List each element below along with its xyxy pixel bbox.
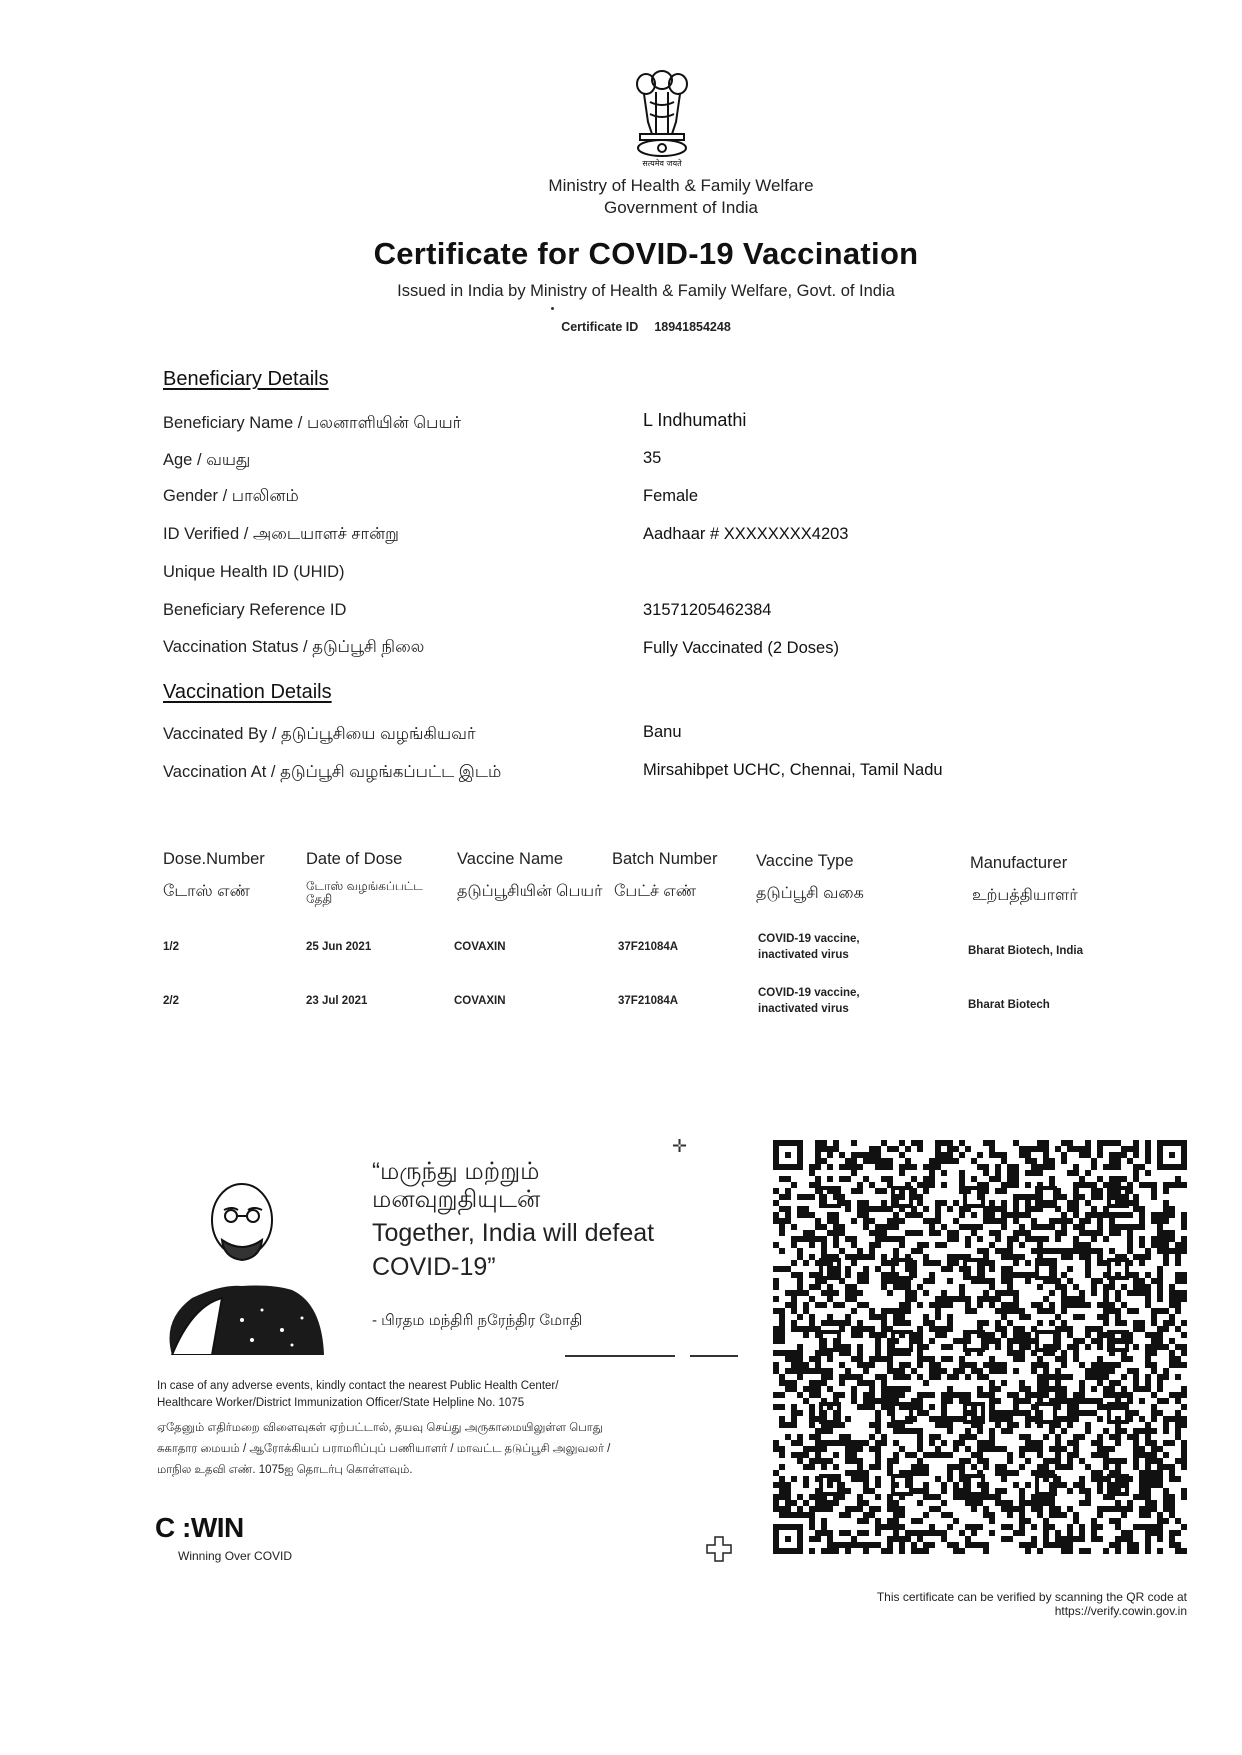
col-batch-number: Batch Number — [612, 850, 718, 868]
issued-by: Issued in India by Ministry of Health & Family Welfare, Govt. of India — [397, 282, 895, 300]
col-vaccine-type-ta: தடுப்பூசி வகை — [756, 885, 864, 902]
divider — [565, 1355, 675, 1357]
col-dose-number: Dose.Number — [163, 850, 265, 868]
quote-attribution: - பிரதம மந்திரி நரேந்திர மோதி — [372, 1312, 583, 1329]
notice-english-line2: Healthcare Worker/District Immunization Officer/State Helpline No. 1075 — [157, 1397, 525, 1409]
cell-type-line2: inactivated virus — [758, 1003, 849, 1015]
cell-type-line1: COVID-19 vaccine, — [758, 987, 860, 999]
decorative-dot — [551, 307, 554, 310]
value-gender: Female — [643, 487, 699, 505]
cell-vaccine: COVAXIN — [454, 941, 506, 953]
label-vaccination-status: Vaccination Status / தடுப்பூசி நிலை — [163, 638, 425, 656]
quote-english-line2: COVID-19” — [372, 1253, 496, 1281]
cell-batch: 37F21084A — [618, 995, 679, 1007]
cowin-tagline: Winning Over COVID — [178, 1549, 293, 1563]
notice-tamil-line2: சுகாதார மையம் / ஆரோக்கியப் பராமரிப்புப் பணியாளர் / மாவட்ட தடுப்பூசி அலுவலர் / — [157, 1443, 611, 1455]
crosshair-mark-icon: ✛ — [672, 1136, 688, 1156]
label-age: Age / வயது — [163, 451, 251, 469]
value-id-verified: Aadhaar # XXXXXXXX4203 — [643, 525, 849, 543]
certificate-id-value: 18941854248 — [654, 320, 731, 334]
col-dose-number-ta: டோஸ் எண் — [163, 883, 250, 900]
cell-date: 25 Jun 2021 — [306, 941, 372, 953]
notice-tamil-line3: மாநில உதவி எண். 1075ஐ தொடர்பு கொள்ளவும். — [157, 1464, 413, 1476]
divider — [690, 1355, 738, 1357]
svg-text:सत्यमेव जयते: सत्यमेव जयते — [642, 159, 682, 168]
beneficiary-section-title: Beneficiary Details — [163, 368, 329, 390]
value-vaccination-status: Fully Vaccinated (2 Doses) — [643, 639, 839, 657]
label-vaccinated-by: Vaccinated By / தடுப்பூசியை வழங்கியவர் — [163, 725, 476, 743]
col-vaccine-name-ta: தடுப்பூசியின் பெயர் — [457, 883, 603, 900]
verify-notice — [877, 1590, 1187, 1618]
national-emblem-icon — [630, 62, 694, 170]
verification-qr-code[interactable] — [773, 1140, 1187, 1554]
col-date-of-dose: Date of Dose — [306, 850, 403, 868]
quote-tamil-line1: “மருந்து மற்றும் — [372, 1158, 540, 1185]
notice-english-line1: In case of any adverse events, kindly contact the nearest Public Health Center/ — [157, 1380, 559, 1392]
quote-english-line1: Together, India will defeat — [372, 1219, 655, 1247]
certificate-id — [0, 320, 1242, 334]
ministry-name: Ministry of Health & Family Welfare — [548, 176, 814, 195]
value-beneficiary-name: L Indhumathi — [643, 410, 747, 430]
cell-date: 23 Jul 2021 — [306, 995, 368, 1007]
cell-vaccine: COVAXIN — [454, 995, 506, 1007]
label-beneficiary-name: Beneficiary Name / பலனாளியின் பெயர் — [163, 414, 462, 432]
cell-type-line2: inactivated virus — [758, 949, 849, 961]
page-title: Certificate for COVID-19 Vaccination — [373, 236, 919, 271]
label-gender: Gender / பாலினம் — [163, 487, 299, 505]
cell-manufacturer: Bharat Biotech — [968, 999, 1050, 1011]
cowin-logo: C :WIN — [155, 1512, 244, 1543]
col-vaccine-name: Vaccine Name — [457, 850, 564, 868]
registration-mark-icon — [706, 1536, 732, 1567]
certificate-id-label: Certificate ID — [561, 320, 639, 334]
cell-dose: 1/2 — [163, 941, 179, 953]
col-batch-number-ta: பேட்ச் எண் — [614, 883, 697, 900]
col-vaccine-type: Vaccine Type — [756, 852, 854, 870]
col-date-of-dose-ta: டோஸ் வழங்கப்பட்ட தேதி — [306, 879, 423, 906]
value-vaccination-at: Mirsahibpet UCHC, Chennai, Tamil Nadu — [643, 761, 943, 779]
verify-url[interactable]: https://verify.cowin.gov.in — [1054, 1604, 1187, 1618]
value-age: 35 — [643, 449, 662, 467]
value-vaccinated-by: Banu — [643, 723, 682, 741]
verify-line1: This certificate can be verified by scanning the QR code at — [876, 1590, 1187, 1604]
label-uhid: Unique Health ID (UHID) — [163, 563, 345, 581]
notice-tamil-line1: ஏதேனும் எதிர்மறை விளைவுகள் ஏற்பட்டால், தயவு செய்து அருகாமையிலுள்ள பொது — [157, 1422, 603, 1434]
label-vaccination-at: Vaccination At / தடுப்பூசி வழங்கப்பட்ட இடம் — [163, 763, 502, 781]
cell-dose: 2/2 — [163, 995, 179, 1007]
label-id-verified: ID Verified / அடையாளச் சான்று — [163, 525, 399, 543]
cell-manufacturer: Bharat Biotech, India — [968, 945, 1084, 957]
col-manufacturer: Manufacturer — [970, 854, 1068, 872]
value-reference-id: 31571205462384 — [643, 601, 772, 619]
quote-tamil-line2: மனவுறுதியுடன் — [372, 1186, 541, 1213]
cell-batch: 37F21084A — [618, 941, 679, 953]
government-name: Government of India — [603, 198, 759, 217]
prime-minister-portrait — [152, 1180, 337, 1355]
vaccination-section-title: Vaccination Details — [163, 681, 332, 703]
col-manufacturer-ta: உற்பத்தியாளர் — [972, 887, 1078, 904]
cell-type-line1: COVID-19 vaccine, — [758, 933, 860, 945]
label-reference-id: Beneficiary Reference ID — [163, 601, 347, 619]
